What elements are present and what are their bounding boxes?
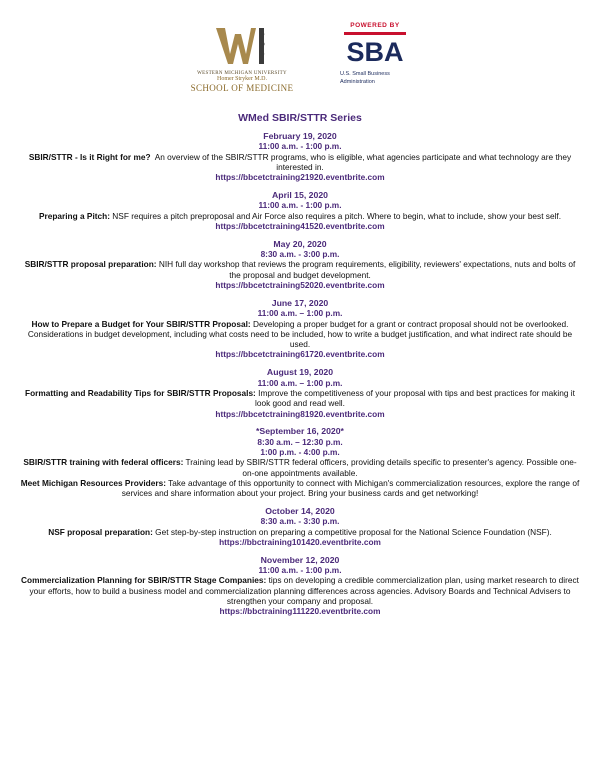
wmed-logo xyxy=(186,26,298,96)
event-registration-link[interactable]: https://bbcetctraining52020.eventbrite.com xyxy=(215,280,385,291)
svg-text:SBA: SBA xyxy=(346,37,404,65)
sba-subtitle-line1: U.S. Small Business xyxy=(340,71,390,77)
event-nov xyxy=(18,555,582,617)
event-oct xyxy=(18,506,582,547)
event-summary: Training lead by SBIR/STTR federal officers, providing details specific to presenter's agency. Possible one-on-one appointments available. xyxy=(185,457,577,478)
event-list xyxy=(18,131,582,624)
event-summary: Get step-by-step instruction on preparing a competitive proposal for the National Science Foundation (NSF). xyxy=(155,526,552,537)
event-time: 11:00 a.m. – 1:00 p.m. xyxy=(257,308,343,319)
event-summary-second: Take advantage of this opportunity to connect with Michigan's commercialization resources, explore the range of services and share information about your project. Bring your business cards and get networking! xyxy=(121,477,580,499)
event-date: October 14, 2020 xyxy=(265,506,335,517)
event-time: 11:00 a.m. - 1:00 p.m. xyxy=(258,200,342,211)
event-may xyxy=(18,239,582,290)
event-registration-link[interactable]: https://bbcetctraining41520.eventbrite.com xyxy=(215,220,385,231)
event-apr xyxy=(18,190,582,231)
event-topic: SBIR/STTR - Is it Right for me? xyxy=(28,151,151,162)
event-time: 8:30 a.m. – 12:30 p.m. xyxy=(257,436,343,447)
event-time-afternoon: 1:00 p.m. - 4:00 p.m. xyxy=(260,446,340,457)
event-description xyxy=(18,211,582,221)
event-summary: An overview of the SBIR/STTR programs, who is eligible, what agencies participate and what technology are they interested in. xyxy=(154,151,572,172)
event-registration-link[interactable]: https://bbcetctraining61720.eventbrite.com xyxy=(215,349,385,360)
event-registration-link[interactable]: https://bbcetctraining81920.eventbrite.com xyxy=(215,408,385,419)
event-registration-link[interactable]: https://bbctraining111220.eventbrite.com xyxy=(219,606,381,617)
event-description xyxy=(18,527,582,537)
event-jun xyxy=(18,298,582,360)
event-time: 8:30 a.m. - 3:30 p.m. xyxy=(260,516,340,527)
wm-emblem-icon xyxy=(186,26,298,70)
event-description xyxy=(18,319,582,350)
sba-emblem-icon xyxy=(330,31,420,70)
event-description xyxy=(18,575,582,606)
event-sep xyxy=(18,426,582,498)
event-description xyxy=(18,152,582,173)
event-description xyxy=(18,388,582,409)
event-time: 11:00 a.m. - 1:00 p.m. xyxy=(258,565,342,576)
series-title: WMed SBIR/STTR Series xyxy=(238,112,362,124)
event-registration-link[interactable]: https://bbcetctraining21920.eventbrite.com xyxy=(215,172,385,183)
event-summary: NSF requires a pitch preproposal and Air Force also requires a pitch. Where to begin, what to include, show your best self. xyxy=(112,210,562,221)
event-date: April 15, 2020 xyxy=(271,190,329,201)
event-date: May 20, 2020 xyxy=(273,238,327,249)
event-topic: Preparing a Pitch: xyxy=(38,210,110,221)
event-aug xyxy=(18,367,582,418)
event-date: February 19, 2020 xyxy=(263,131,337,141)
event-topic: Commercialization Planning for SBIR/STTR Stage Companies: xyxy=(21,575,267,586)
event-description xyxy=(18,457,582,478)
event-description xyxy=(18,259,582,280)
event-feb xyxy=(18,131,582,182)
event-summary: NIH full day workshop that reviews the program requirements, eligibility, reviewers' expectations, nuts and bolts of the proposal and budget development. xyxy=(158,259,576,280)
event-topic: Formatting and Readability Tips for SBIR/STTR Proposals: xyxy=(25,387,256,398)
event-date: November 12, 2020 xyxy=(260,554,340,565)
event-summary: Improve the competitiveness of your proposal with tips and best practices for making it look good and read well. xyxy=(255,387,575,409)
event-topic: SBIR/STTR training with federal officers: xyxy=(23,457,184,468)
wm-benefactor-label: Homer Stryker M.D. xyxy=(217,76,267,82)
event-topic: How to Prepare a Budget for Your SBIR/STTR Proposal: xyxy=(31,318,251,329)
event-topic-second: Meet Michigan Resources Providers: xyxy=(20,477,166,488)
event-topic: NSF proposal preparation: xyxy=(48,526,153,537)
wm-university-label: WESTERN MICHIGAN UNIVERSITY xyxy=(197,71,287,76)
event-description-second xyxy=(18,478,582,499)
sba-powered-by: POWERED BY xyxy=(350,22,400,29)
event-topic: SBIR/STTR proposal preparation: xyxy=(24,259,157,270)
sba-subtitle-line2: Administration xyxy=(340,78,375,85)
sba-logo xyxy=(330,22,420,98)
event-time: 8:30 a.m. - 3:00 p.m. xyxy=(260,249,340,260)
event-summary: tips on developing a credible commercialization plan, using market research to direct your efforts, how to build a business model and commercialization planning differences across agencies. Advisory Boards and Technical Advisers to strengthen your company and proposal. xyxy=(29,575,579,607)
event-time: 11:00 a.m. – 1:00 p.m. xyxy=(257,377,343,388)
event-date: August 19, 2020 xyxy=(266,367,334,378)
wm-school-label: SCHOOL OF MEDICINE xyxy=(190,83,294,93)
event-date: June 17, 2020 xyxy=(271,297,329,308)
event-summary: Developing a proper budget for a grant or contract proposal should not be overlooked. Considerations in budget development, including what costs need to be included, how to write a budget justification, and what indirect rate should be used. xyxy=(27,318,573,350)
event-date: *September 16, 2020* xyxy=(256,426,344,437)
event-registration-link[interactable]: https://bbctraining101420.eventbrite.com xyxy=(219,536,381,547)
event-time: 11:00 a.m. - 1:00 p.m. xyxy=(258,141,342,152)
